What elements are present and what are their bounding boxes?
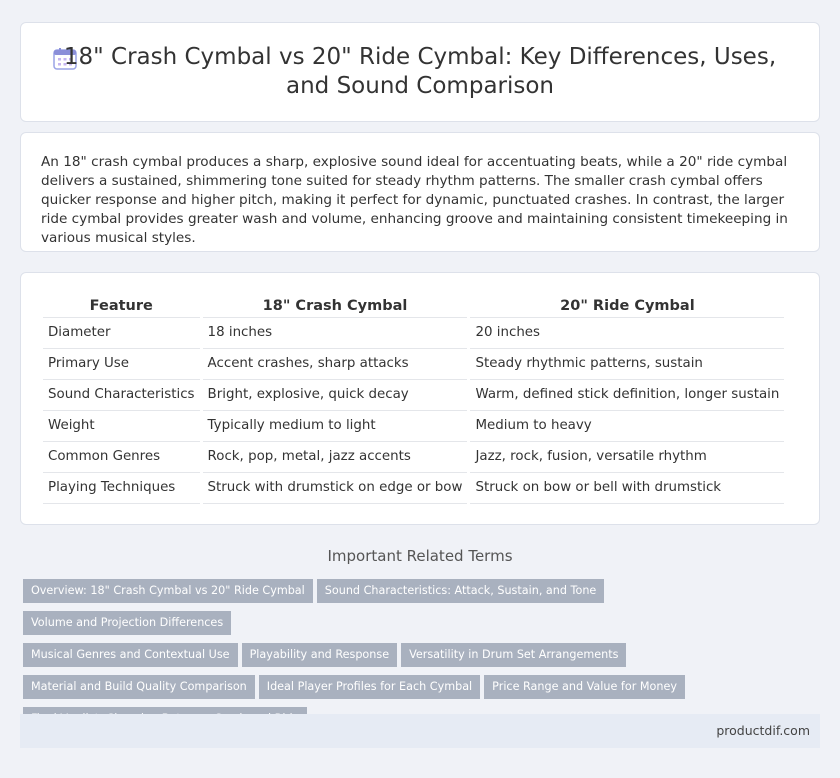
table-cell-ride: Warm, defined stick definition, longer sustain <box>469 379 784 410</box>
table-row <box>43 472 784 503</box>
table-cell-crash: Typically medium to light <box>201 410 469 441</box>
related-tag[interactable]: Playability and Response <box>242 643 398 667</box>
related-tag[interactable]: Volume and Projection Differences <box>23 611 231 635</box>
summary-text: An 18" crash cymbal produces a sharp, explosive sound ideal for accentuating beats, while a 20" ride cymbal delivers a sustained, shimmering tone suited for steady rhythm patterns. The smaller crash cymbal offers quicker response and higher pitch, making it perfect for dynamic, punctuated crashes. In contrast, the larger ride cymbal provides greater wash and volume, enhancing groove and maintaining consistent timekeeping in various musical styles. <box>41 154 788 246</box>
header-feature: Feature <box>43 295 201 317</box>
table-cell-ride: 20 inches <box>469 317 784 348</box>
comparison-table <box>43 295 784 504</box>
table-cell-ride: Steady rhythmic patterns, sustain <box>469 348 784 379</box>
page-title: 18" Crash Cymbal vs 20" Ride Cymbal: Key Differences, Uses, and Sound Comparison <box>63 44 777 99</box>
related-tag[interactable]: Overview: 18" Crash Cymbal vs 20" Ride Cymbal <box>23 579 313 603</box>
related-tag[interactable]: Material and Build Quality Comparison <box>23 675 255 699</box>
table-cell-feature: Diameter <box>43 317 201 348</box>
title-card <box>20 22 820 122</box>
table-cell-ride: Struck on bow or bell with drumstick <box>469 472 784 503</box>
table-cell-feature: Sound Characteristics <box>43 379 201 410</box>
related-tag[interactable]: Price Range and Value for Money <box>484 675 685 699</box>
table-cell-feature: Weight <box>43 410 201 441</box>
table-cell-ride: Jazz, rock, fusion, versatile rhythm <box>469 441 784 472</box>
table-row <box>43 379 784 410</box>
table-cell-crash: Bright, explosive, quick decay <box>201 379 469 410</box>
table-row <box>43 317 784 348</box>
header-ride: 20" Ride Cymbal <box>469 295 784 317</box>
header-crash: 18" Crash Cymbal <box>201 295 469 317</box>
table-cell-crash: Rock, pop, metal, jazz accents <box>201 441 469 472</box>
table-row <box>43 348 784 379</box>
related-tag[interactable]: Sound Characteristics: Attack, Sustain, and Tone <box>317 579 605 603</box>
table-cell-feature: Playing Techniques <box>43 472 201 503</box>
comparison-card <box>20 272 820 525</box>
table-cell-feature: Common Genres <box>43 441 201 472</box>
footer-site-link[interactable]: productdif.com <box>716 723 810 738</box>
table-cell-feature: Primary Use <box>43 348 201 379</box>
table-cell-ride: Medium to heavy <box>469 410 784 441</box>
footer <box>20 714 820 748</box>
table-row <box>43 410 784 441</box>
related-tag[interactable]: Versatility in Drum Set Arrangements <box>401 643 626 667</box>
table-header-row <box>43 295 784 317</box>
related-terms-heading: Important Related Terms <box>327 547 513 565</box>
table-cell-crash: 18 inches <box>201 317 469 348</box>
related-tag[interactable]: Ideal Player Profiles for Each Cymbal <box>259 675 480 699</box>
table-cell-crash: Struck with drumstick on edge or bow <box>201 472 469 503</box>
summary-card <box>20 132 820 252</box>
table-row <box>43 441 784 472</box>
related-tag[interactable]: Musical Genres and Contextual Use <box>23 643 238 667</box>
table-cell-crash: Accent crashes, sharp attacks <box>201 348 469 379</box>
